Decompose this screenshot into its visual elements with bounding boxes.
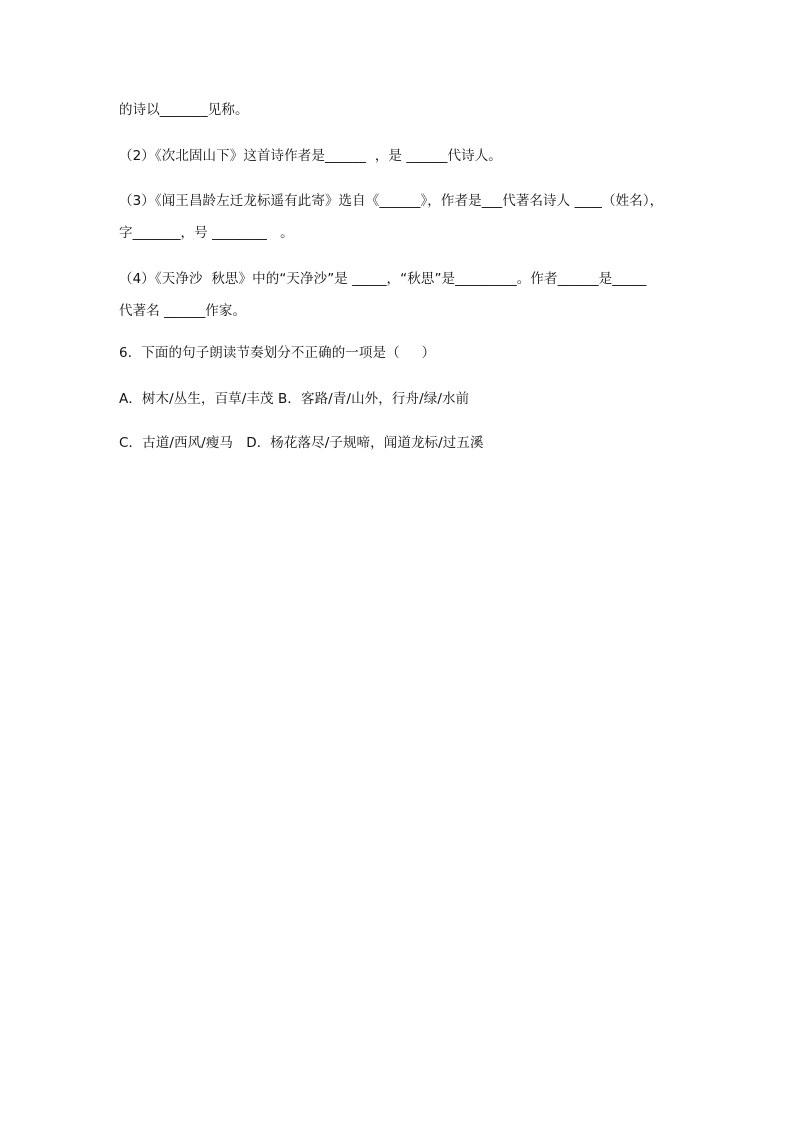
question-6-prompt: 6．下面的句子朗读节奏划分不正确的一项是（ ）	[119, 345, 436, 361]
text-line-poem-fame: 的诗以_______见称。	[119, 102, 249, 118]
answer-options-a-b: A．树木/丛生，百草/丰茂 B．客路/青/山外，行舟/绿/水前	[119, 391, 470, 407]
text-line-question-4-continued: 代著名 ______作家。	[119, 303, 247, 319]
text-line-question-4: （4）《天净沙 秋思》中的“天净沙”是 _____，“秋思”是_________。作者______是_____	[119, 271, 647, 287]
text-line-question-2: （2）《次北固山下》这首诗作者是______ ，是 ______代诗人。	[119, 148, 502, 164]
answer-options-c-d: C．古道/西风/瘦马 D．杨花落尽/子规啼，闻道龙标/过五溪	[119, 435, 484, 451]
text-line-question-3-continued: 字_______，号 ________ 。	[119, 225, 294, 241]
text-line-question-3: （3）《闻王昌龄左迁龙标遥有此寄》选自《______》，作者是___代著名诗人 ____（姓名），	[119, 193, 664, 209]
